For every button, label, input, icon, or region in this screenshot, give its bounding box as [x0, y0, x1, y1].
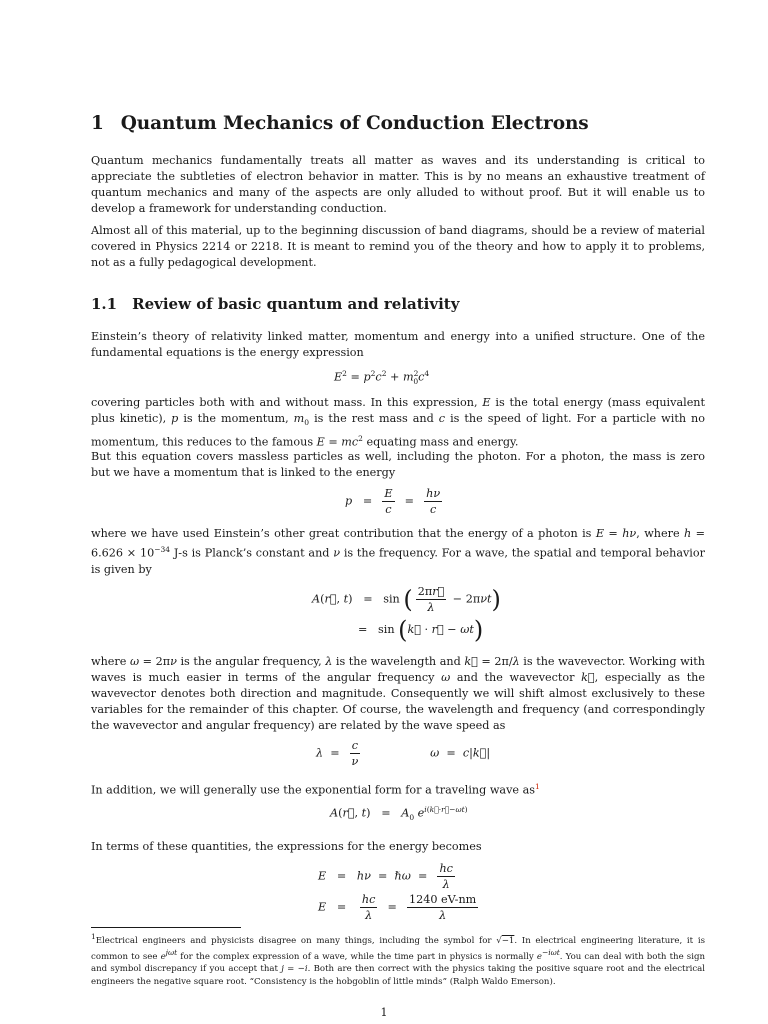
section-number: 1	[91, 113, 104, 134]
equation-photon-momentum: p = $\frac{E}{c}$ = $\frac{h\nu}{c}$	[345, 487, 441, 516]
footnote-reference[interactable]: 1	[534, 782, 540, 791]
equation-wave-2: = sin (k⃗ · r⃗ − ωt)	[358, 616, 484, 644]
paragraph-traveling-wave: In addition, we will generally use the exponential form for a traveling wave as$^1$	[91, 782, 540, 797]
paragraph-energy-expressions: In terms of these quantities, the expressions for the energy becomes	[91, 840, 482, 853]
intro-paragraph-2: Almost all of this material, up to the beginning discussion of band diagrams, should be a review of material covered in Physics 2214 or 2218. It is meant to remind you of the theory and how to apply it to problems, not as a fully pedagogical development.	[91, 224, 705, 269]
equation-energy-momentum: $E^2 = p^2c^2 + m^2_0c^4$	[334, 369, 430, 386]
equation-exponential-wave: A(r⃗, $t) = A_0$ $e^{i(k⃗\cdot r⃗-\omega t)}$	[330, 805, 468, 822]
footnote: $^1$Electrical engineers and physicists disagree on many things, including the symbol for √−1. In electrical engineering literature, it is common to see $e^{j\omega t}$ for the complex expression of a wave, while the time part in physics is normally $e^{-i\omega t}$. You can deal with both the sign and symbol discrepancy if you accept that j = −i. Both are then correct with the physics taking the positive square root and the electrical engineers the negative square root. “Consistency is the hobgoblin of little minds” (Ralph Waldo Emerson).	[91, 932, 706, 987]
intro-paragraph-1: Quantum mechanics fundamentally treats all matter as waves and its understanding is critical to appreciate the subtleties of electron behavior in matter. This is by no means an exhaustive treatment of quantum mechanics and many of the aspects are only alluded to without proof. But it will enable us to develop a framework for understanding conduction.	[91, 154, 705, 215]
footnote-mark: 1	[91, 932, 96, 941]
equation-energy-1: E = hν = ℏω = $\frac{hc}{\lambda}$	[318, 862, 453, 891]
subsection-title: Review of basic quantum and relativity	[132, 295, 460, 313]
footnote-divider	[91, 927, 241, 928]
page-number: 1	[380, 1006, 388, 1019]
energy-constant-unit: 1240 eV-nm	[408, 893, 477, 906]
equation-wave-speed: λ = $\frac{c}{\nu}$ ω = c|k⃗|	[316, 739, 491, 768]
paragraph-energy-terms: covering particles both with and without mass. In this expression, E is the total energy (mass equivalent plus kinetic), p is the momentum, $m_0$ is the rest mass and c is the speed of light. For a particle with no momentum, this reduces to the famous $E = mc^2$ equating mass and energy.	[91, 396, 706, 449]
section-heading	[91, 113, 589, 134]
equation-energy-2: E = $\frac{hc}{\lambda}$ = $\frac{1240 eV-nm}{\lambda}$	[318, 893, 477, 922]
subsection-number: 1.1	[91, 295, 118, 313]
section-title: Quantum Mechanics of Conduction Electrons	[120, 113, 589, 134]
paragraph-photon: But this equation covers massless particles as well, including the photon. For a photon, the mass is zero but we have a momentum that is linked to the energy	[91, 450, 705, 479]
paragraph-planck: where we have used Einstein’s other great contribution that the energy of a photon is E = hν, where $h = 6.626 \times 10^{-34}$ J-s is Planck’s constant and ν is the frequency. For a wave, the spatial and temporal behavior is given by	[91, 527, 705, 576]
paragraph-wavevector: where ω = 2πν is the angular frequency, λ is the wavelength and k⃗ = 2π/λ is the wavevector. Working with waves is much easier in terms of the angular frequency ω and the wavevector k⃗, especially as the wavevector denotes both direction and magnitude. Consequently we will shift almost exclusively to these variables for the remainder of this chapter. Of course, the wavelength and frequency (and correspondingly the wavevector and angular frequency) are related by the wave speed as	[91, 655, 706, 732]
paragraph-relativity: Einstein’s theory of relativity linked matter, momentum and energy into a unified structure. One of the fundamental equations is the energy expression	[91, 330, 705, 359]
equation-wave-1: A(r⃗, t) = sin ( $\frac{2\pi r⃗}{\lambda}$ − 2πνt)	[312, 585, 501, 614]
subsection-heading	[91, 295, 459, 313]
